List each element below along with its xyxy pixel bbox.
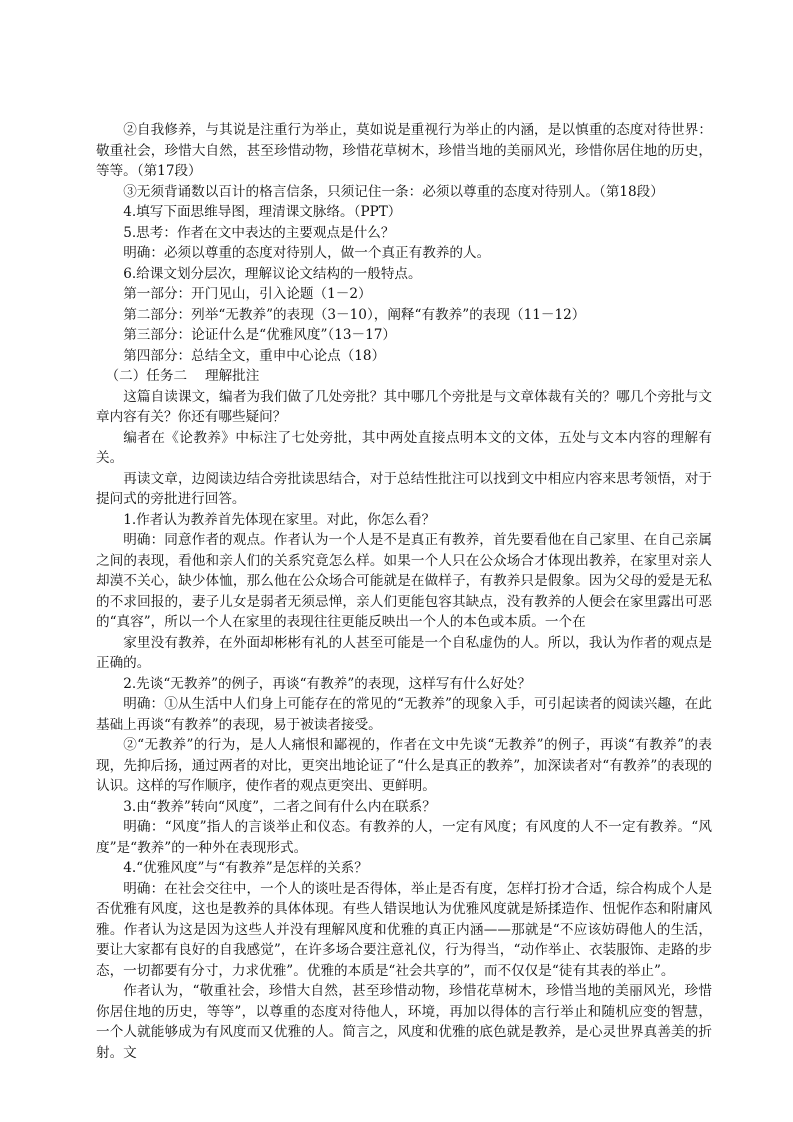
paragraph: 4.“优雅风度”与“有教养”是怎样的关系？ xyxy=(123,860,368,876)
paragraph: 明确：“风度”指人的言谈举止和仪态。有教养的人，一定有风度；有风度的人不一定有教养。“风度”是“教养”的一种外在表现形式。 xyxy=(96,819,712,856)
paragraph: 明确：①从生活中人们身上可能存在的常见的“无教养”的现象入手，可引起读者的阅读兴趣，在此基础上再谈“有教养”的表现，易于被读者接受。 xyxy=(96,696,712,733)
paragraph: 5.思考：作者在文中表达的主要观点是什么？ xyxy=(123,224,395,241)
paragraph: 明确：必须以尊重的态度对待别人，做一个真正有教养的人。 xyxy=(123,245,491,261)
paragraph: 第二部分：列举“无教养”的表现（3－10），阐释“有教养”的表现（11－12） xyxy=(123,306,586,323)
paragraph: ②自我修养，与其说是注重行为举止，莫如说是重视行为举止的内涵，是以慎重的态度对待世界：敬重社会，珍惜大自然，甚至珍惜动物，珍惜花草树木，珍惜当地的美丽风光，珍惜你居住地的历史，等等。（第17段） xyxy=(96,122,712,179)
paragraph: 3.由“教养”转向“风度”，二者之间有什么内在联系？ xyxy=(123,798,436,815)
paragraph: 编者在《论教养》中标注了七处旁批，其中两处直接点明本文的文体，五处与文本内容的理解有关。 xyxy=(96,429,712,466)
document-body xyxy=(96,120,712,1063)
paragraph: 6.给课文划分层次，理解议论文结构的一般特点。 xyxy=(123,265,422,282)
paragraph: 明确：同意作者的观点。作者认为一个人是不是真正有教养，首先要看他在自己家里、在自己亲属之间的表现，看他和亲人们的关系究竟怎么样。如果一个人只在公众场合才体现出教养，在家里对亲人却漠不关心，缺少体恤，那么他在公众场合可能就是在做样子，有教养只是假象。因为父母的爱是无私的不求回报的，妻子儿女是弱者无须忌惮，亲人们更能包容其缺点，没有教养的人便会在家里露出可恶的“真容”，所以一个人在家里的表现往往更能反映出一个人的本色或本质。一个在 xyxy=(96,532,712,630)
paragraph: 1.作者认为教养首先体现在家里。对此，你怎么看？ xyxy=(123,511,436,528)
paragraph: 第一部分：开门见山，引入论题（1－2） xyxy=(123,286,372,302)
paragraph: 4.填写下面思维导图，理清课文脉络。（PPT） xyxy=(123,204,402,220)
paragraph: 第四部分：总结全文，重申中心论点（18） xyxy=(123,347,386,364)
section-heading: （二）任务二 理解批注 xyxy=(105,368,260,384)
paragraph: 明确：在社会交往中，一个人的谈吐是否得体，举止是否有度，怎样打扮才合适，综合构成个人是否优雅有风度，这也是教养的具体体现。有些人错误地认为优雅风度就是矫揉造作、忸怩作态和附庸风雅。作者认为这是因为这些人并没有理解风度和优雅的真正内涵——那就是“不应该妨碍他人的生活，要让大家都有良好的自我感觉”，在许多场合要注意礼仪，行为得当，“动作举止、衣装服饰、走路的步态，一切都要有分寸，力求优雅”。优雅的本质是“社会共享的”，而不仅仅是“徒有其表的举止”。 xyxy=(96,880,712,979)
paragraph: 家里没有教养，在外面却彬彬有礼的人甚至可能是一个自私虚伪的人。所以，我认为作者的观点是正确的。 xyxy=(96,634,712,671)
paragraph: 第三部分：论证什么是“优雅风度”（13－17） xyxy=(123,327,396,343)
paragraph: 作者认为，“敬重社会，珍惜大自然，甚至珍惜动物，珍惜花草树木，珍惜当地的美丽风光，珍惜你居住地的历史，等等”，以尊重的态度对待他人，环境，再加以得体的言行举止和随机应变的智慧，一个人就能够成为有风度而又优雅的人。简言之，风度和优雅的底色就是教养，是心灵世界真善美的折射。文 xyxy=(96,983,712,1061)
paragraph: 再读文章，边阅读边结合旁批读思结合，对于总结性批注可以找到文中相应内容来思考领悟，对于提问式的旁批进行回答。 xyxy=(96,470,712,507)
paragraph: ②“无教养”的行为，是人人痛恨和鄙视的，作者在文中先谈“无教养”的例子，再谈“有教养”的表现，先抑后扬，通过两者的对比，更突出地论证了“什么是真正的教养”，加深读者对“有教养”的表现的认识。这样的写作顺序，使作者的观点更突出、更鲜明。 xyxy=(96,737,712,794)
paragraph: ③无须背诵数以百计的格言信条，只须记住一条：必须以尊重的态度对待别人。（第18段） xyxy=(123,183,664,200)
paragraph: 2.先谈“无教养”的例子，再谈“有教养”的表现，这样写有什么好处？ xyxy=(123,675,531,692)
paragraph: 这篇自读课文，编者为我们做了几处旁批？其中哪几个旁批是与文章体裁有关的？哪几个旁批与文章内容有关？你还有哪些疑问？ xyxy=(96,388,712,425)
